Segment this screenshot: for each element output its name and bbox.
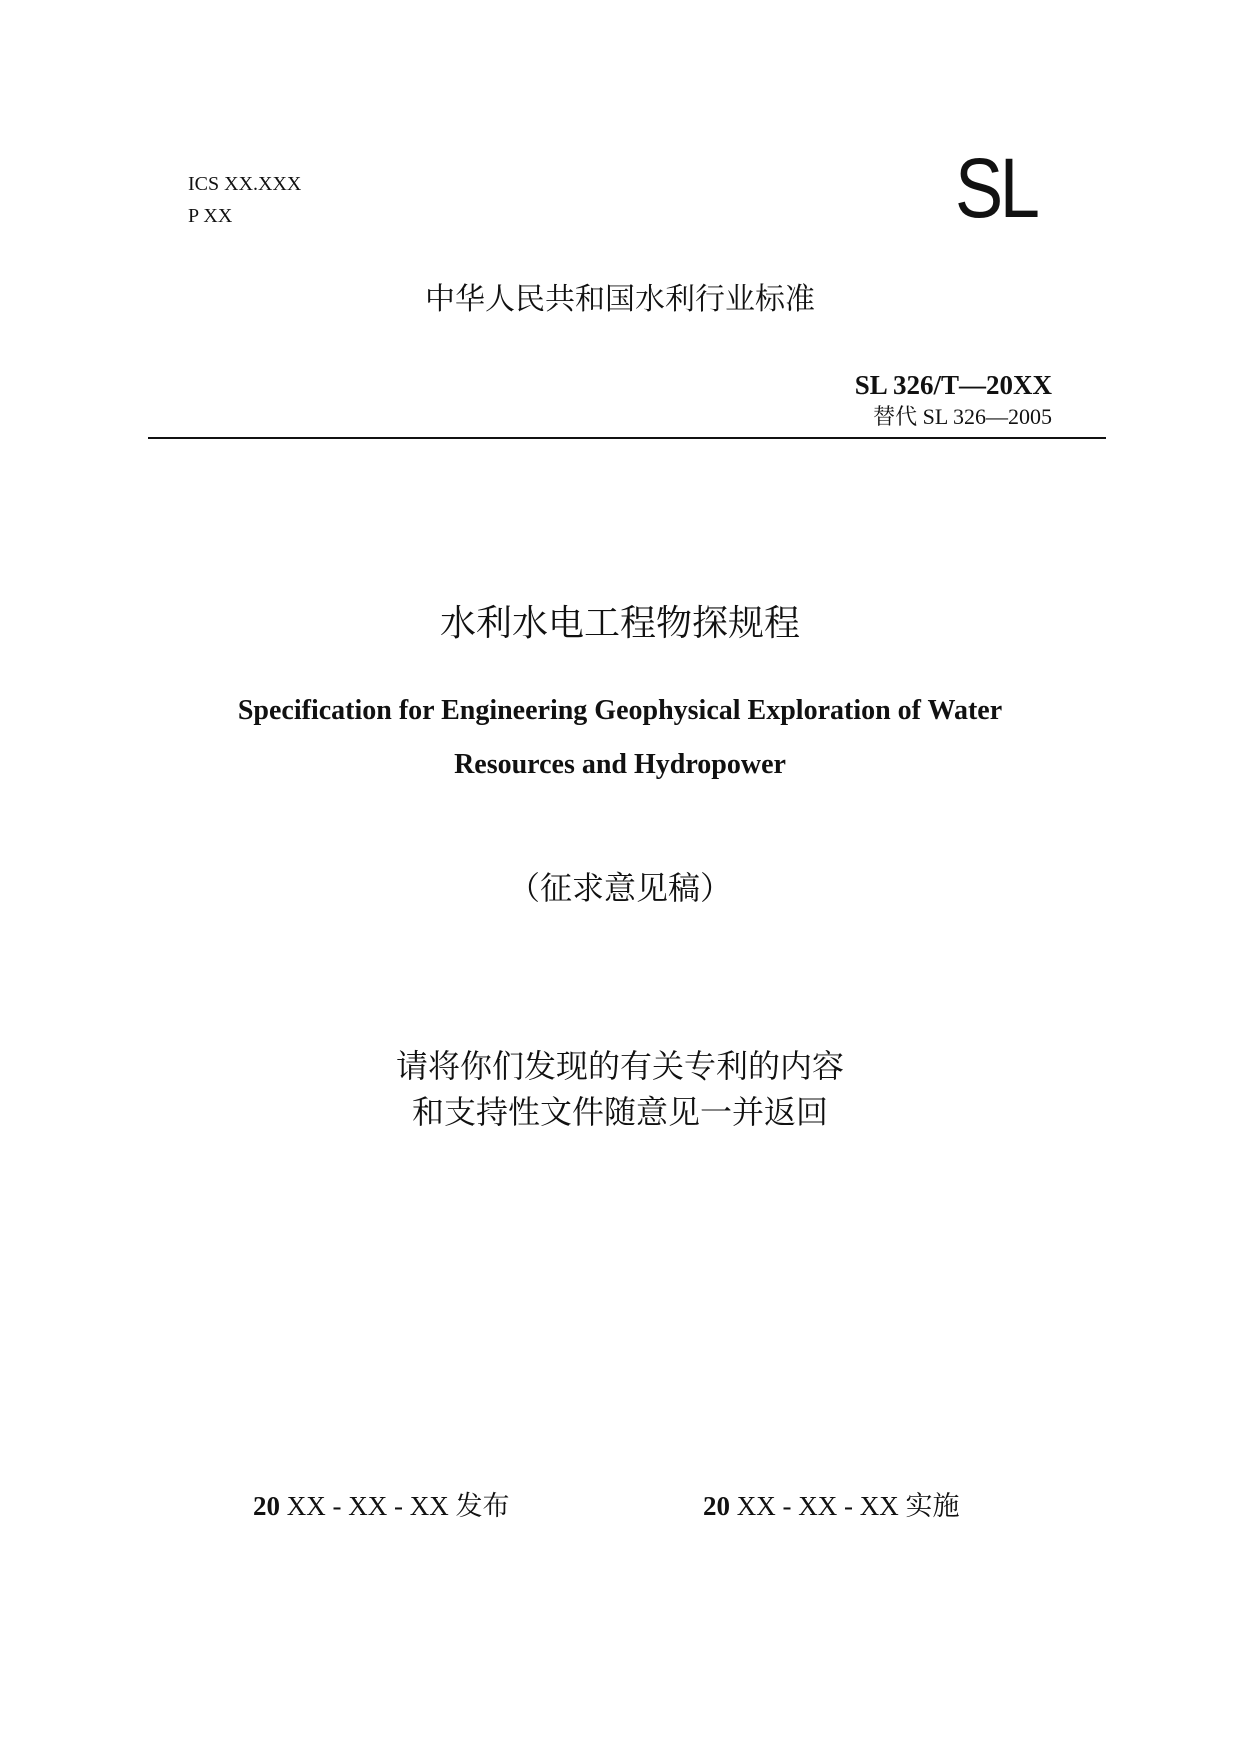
title-chinese: 水利水电工程物探规程 <box>439 603 800 644</box>
ics-code: ICS XX.XXX <box>188 173 302 195</box>
implementation-date <box>703 1488 959 1525</box>
patent-notice-line-1: 请将你们发现的有关专利的内容 <box>395 1047 844 1085</box>
issue-date-rest: XX - XX - XX <box>280 1491 456 1521</box>
title-english <box>150 684 1090 792</box>
replaces-standard: 替代 SL 326—2005 <box>873 404 1052 429</box>
classification-block <box>188 168 301 232</box>
issuing-organization: 中华人民共和国水利行业标准 <box>425 282 815 317</box>
issue-date <box>253 1488 509 1525</box>
issue-date-year: 20 <box>253 1491 280 1521</box>
issue-date-label: 发布 <box>455 1491 510 1522</box>
implementation-date-label: 实施 <box>905 1491 960 1522</box>
classification-code: P XX <box>188 205 233 227</box>
header-divider <box>148 437 1106 439</box>
patent-notice-line-2: 和支持性文件随意见一并返回 <box>411 1093 828 1131</box>
implementation-date-year: 20 <box>703 1491 730 1521</box>
sl-logo: SL <box>955 141 1037 235</box>
title-english-line-2: Resources and Hydropower <box>454 749 786 780</box>
draft-status: （征求意见稿） <box>507 869 732 907</box>
implementation-date-rest: XX - XX - XX <box>730 1491 906 1521</box>
patent-notice <box>0 1043 1240 1135</box>
title-english-line-1: Specification for Engineering Geophysical Exploration of Water <box>237 695 1003 726</box>
standard-number: SL 326/T—20XX <box>854 370 1052 400</box>
